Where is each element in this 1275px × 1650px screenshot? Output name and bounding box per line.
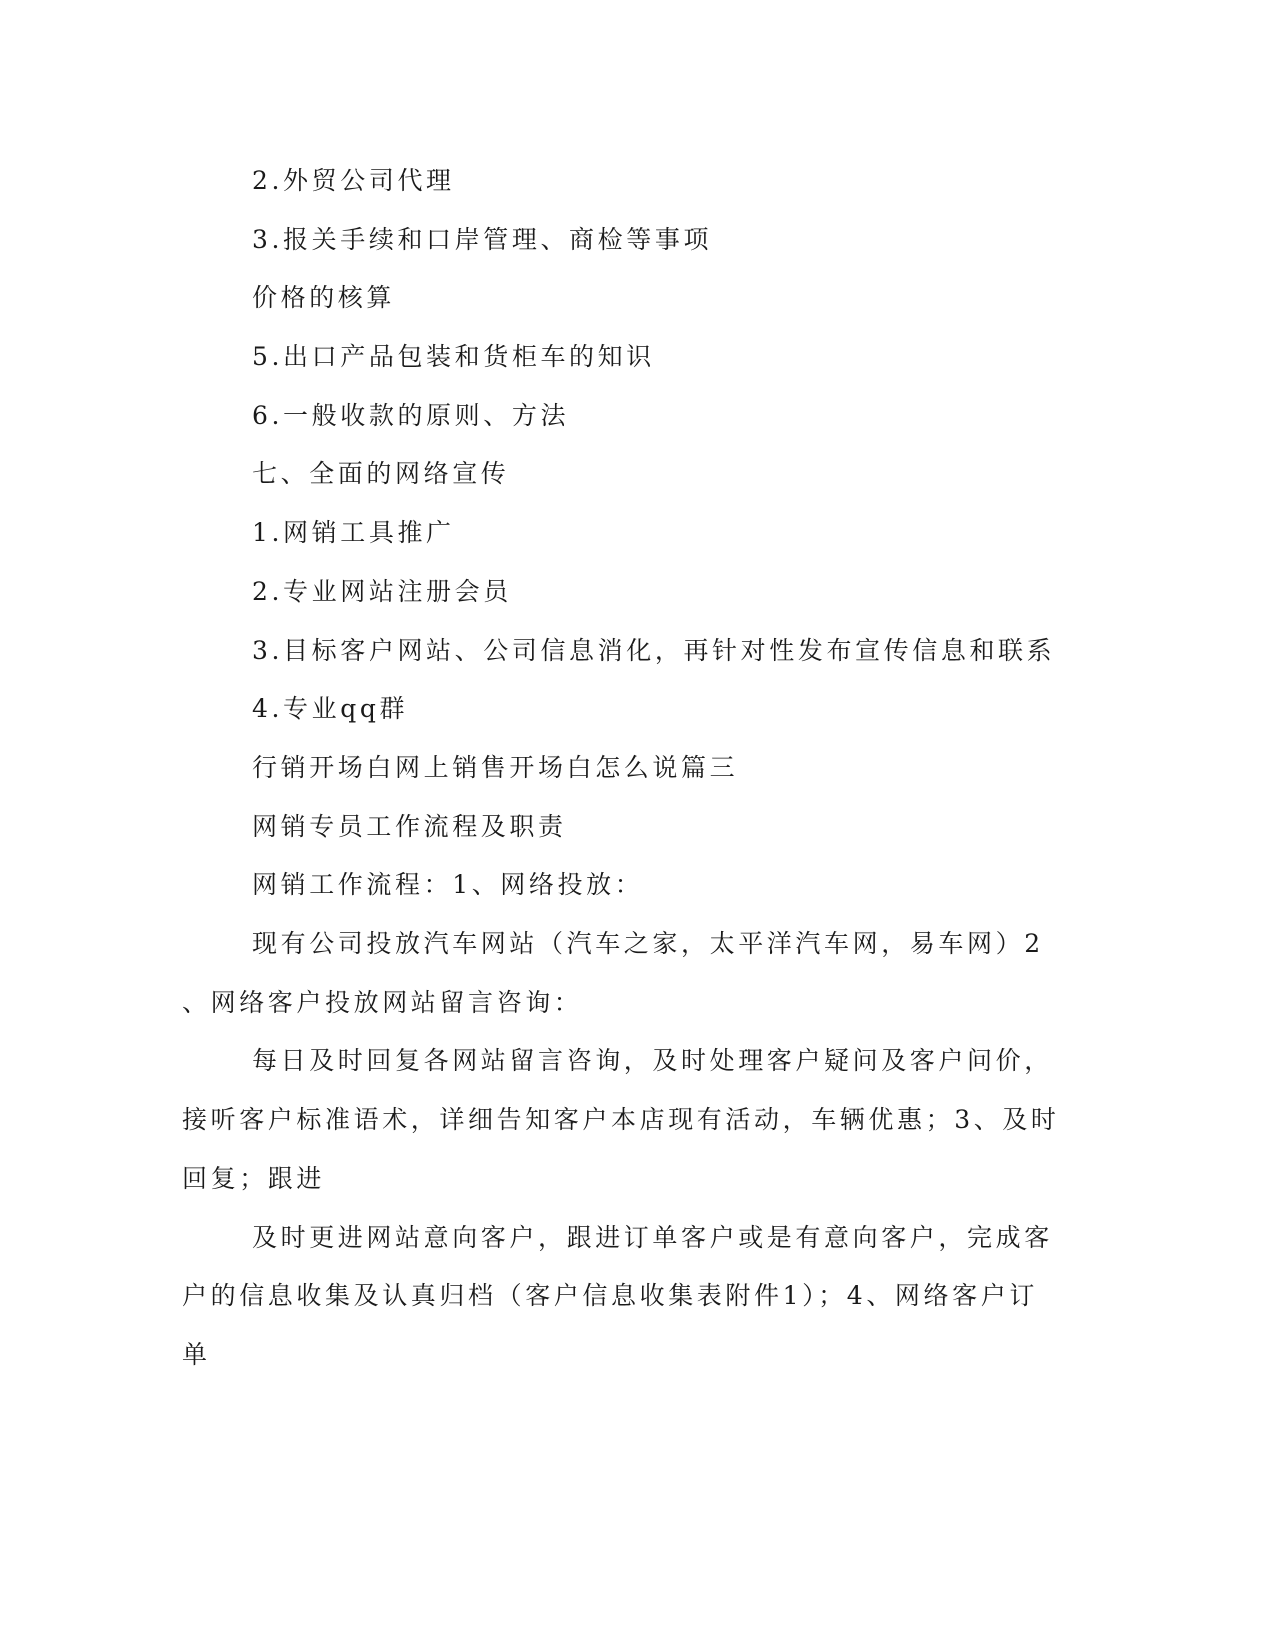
text-line: 现有公司投放汽车网站（汽车之家，太平洋汽车网，易车网）2 (252, 929, 1044, 958)
text-line: 2.专业网站注册会员 (252, 577, 512, 606)
section-heading: 网销专员工作流程及职责 (252, 812, 567, 841)
text-line: 4.专业qq群 (252, 694, 409, 723)
text-line: 价格的核算 (252, 283, 396, 312)
text-line: 5.出口产品包装和货柜车的知识 (252, 342, 655, 371)
text-line: 网销工作流程：1、网络投放： (252, 870, 644, 899)
text-line: 6.一般收款的原则、方法 (252, 401, 570, 430)
text-line: 回复；跟进 (182, 1164, 326, 1193)
text-line: 2.外贸公司代理 (252, 166, 455, 195)
text-line: 单 (182, 1340, 211, 1369)
section-heading: 七、全面的网络宣传 (252, 459, 510, 488)
text-line: 户的信息收集及认真归档（客户信息收集表附件1）；4、网络客户订 (182, 1281, 1038, 1310)
text-line: 1.网销工具推广 (252, 518, 455, 547)
text-line: 每日及时回复各网站留言咨询，及时处理客户疑问及客户问价， (252, 1046, 1053, 1075)
text-line: 接听客户标准语术，详细告知客户本店现有活动，车辆优惠；3、及时 (182, 1105, 1060, 1134)
text-line: 3.目标客户网站、公司信息消化，再针对性发布宣传信息和联系 (252, 636, 1056, 665)
text-line: 及时更进网站意向客户，跟进订单客户或是有意向客户，完成客 (252, 1223, 1053, 1252)
text-line: 、网络客户投放网站留言咨询： (182, 988, 583, 1017)
section-heading: 行销开场白网上销售开场白怎么说篇三 (252, 753, 739, 782)
text-line: 3.报关手续和口岸管理、商检等事项 (252, 225, 713, 254)
